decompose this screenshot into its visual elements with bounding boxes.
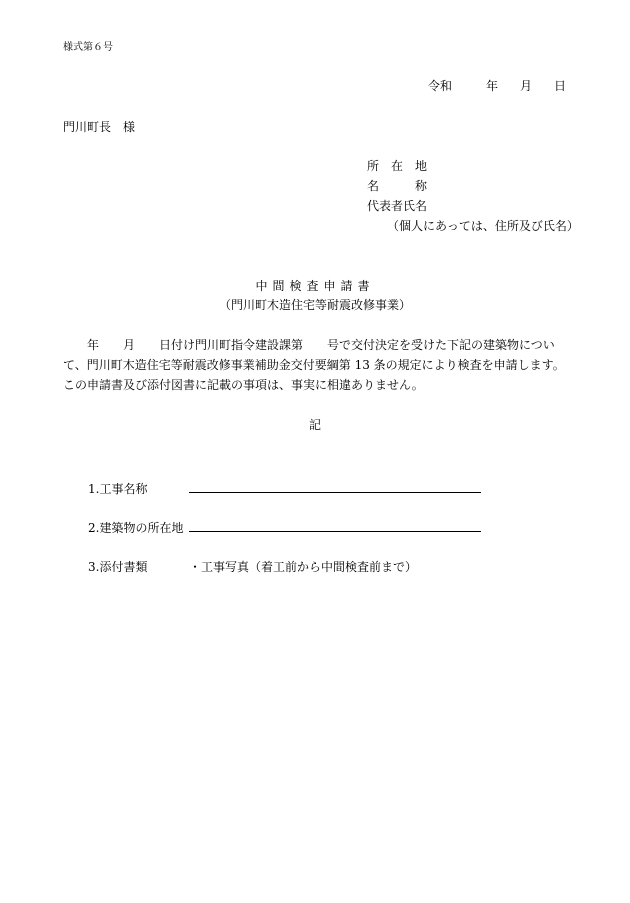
attachments-value: ・工事写真（着工前から中間検査前まで） (189, 560, 418, 574)
date-day-unit: 日 (554, 79, 567, 93)
construction-name-field (189, 492, 481, 493)
address-label: 所 在 地 (367, 159, 428, 173)
building-location-field (189, 531, 481, 532)
representative-label: 代表者氏名 (367, 199, 428, 213)
item-label-attachments: 3.添付書類 (88, 560, 148, 574)
name-label: 名 称 (367, 179, 428, 193)
item-label-construction-name: 1.工事名称 (88, 482, 148, 496)
body-paragraph: 年 月 日付け門川町指令建設課第 号で交付決定を受けた下記の建築物について、門川町木造住宅等耐震改修事業補助金交付要綱第 13 条の規定により検査を申請します。この申請書及び添付図書に記載の事項は、事実に相違ありません。 (63, 338, 565, 392)
applicant-block (367, 156, 579, 236)
ki-heading: 記 (308, 418, 321, 432)
item-label-building-location: 2.建築物の所在地 (88, 521, 184, 535)
date-line (428, 77, 566, 94)
document-title: 中間検査申請書 (255, 279, 375, 293)
date-era: 令和 (428, 79, 453, 93)
document-subtitle: （門川町木造住宅等耐震改修事業） (218, 298, 411, 312)
form-number: 様式第６号 (63, 42, 113, 53)
date-month-unit: 月 (520, 79, 533, 93)
addressee: 門川町長 様 (63, 120, 136, 134)
date-year-unit: 年 (486, 79, 499, 93)
applicant-note: （個人にあっては、住所及び氏名） (387, 219, 579, 233)
